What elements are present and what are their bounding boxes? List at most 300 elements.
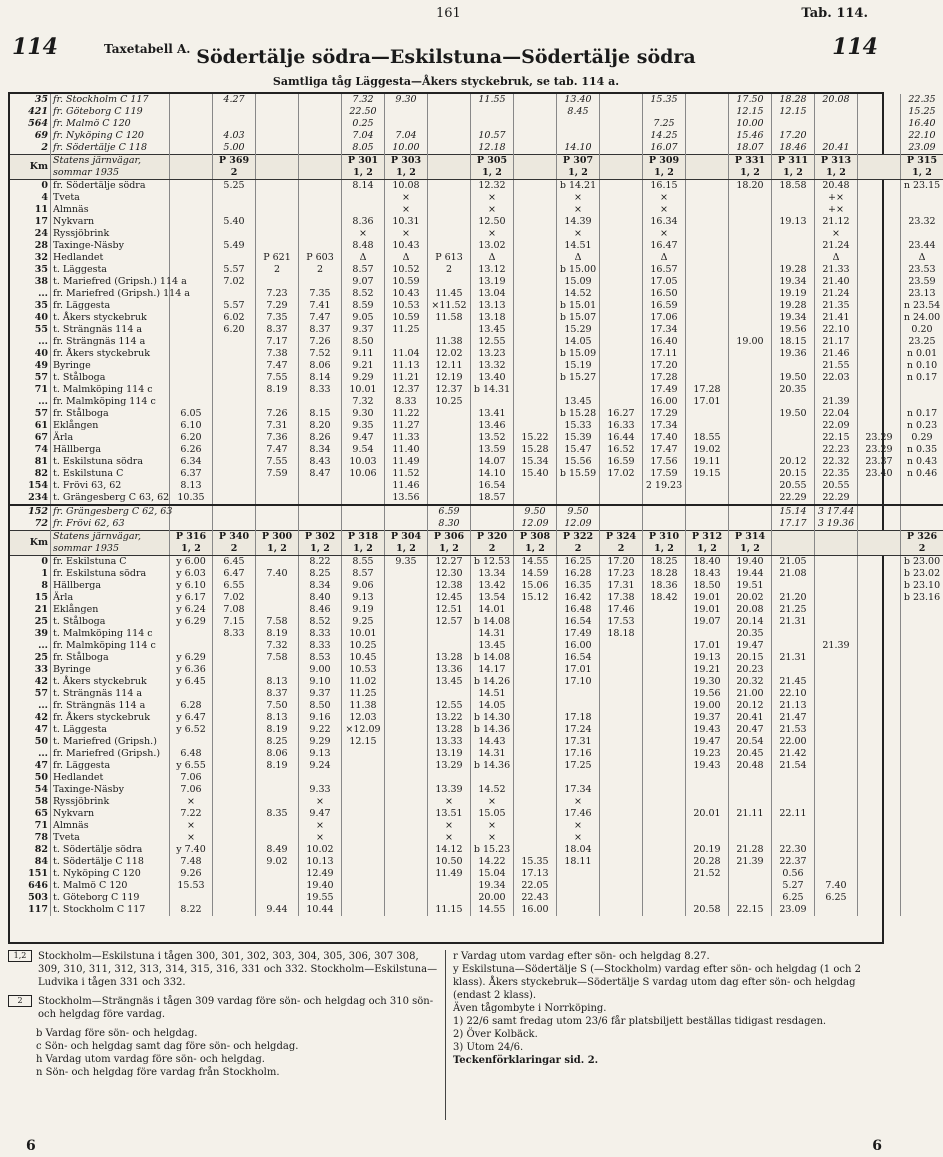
timetable-row [10, 592, 943, 604]
station-cell: Taxinge-Näsby [51, 240, 170, 252]
station-cell: Byringe [51, 664, 170, 676]
feeder-row [10, 130, 943, 142]
time-cell [858, 892, 901, 904]
time-cell [729, 348, 772, 360]
time-cell [256, 240, 299, 252]
time-cell: 14.59 [514, 568, 557, 580]
time-cell: 3 19.36 [815, 518, 858, 531]
timetable-row [10, 712, 943, 724]
time-cell [901, 880, 943, 892]
time-cell [729, 432, 772, 444]
time-cell [858, 868, 901, 880]
time-cell [213, 505, 256, 518]
time-cell [385, 904, 428, 916]
time-cell [729, 204, 772, 216]
table-number-left: 114 [12, 34, 58, 60]
time-cell [858, 408, 901, 420]
time-cell: 7.04 [385, 130, 428, 142]
time-cell [729, 360, 772, 372]
km-cell: 564 [28, 118, 48, 129]
time-cell [557, 892, 600, 904]
time-cell: 10.03 [342, 456, 385, 468]
time-cell: 12.51 [428, 604, 471, 616]
time-cell [858, 748, 901, 760]
time-cell: 17.17 [772, 518, 815, 531]
km-cell: 28 [34, 240, 48, 251]
timetable-row [10, 312, 943, 324]
time-cell [901, 712, 943, 724]
time-cell [772, 580, 815, 592]
time-cell: 23.37 [858, 456, 901, 468]
time-cell [256, 892, 299, 904]
time-cell: 12.18 [471, 142, 514, 155]
time-cell: 18.25 [643, 556, 686, 569]
time-cell [299, 228, 342, 240]
time-cell [514, 324, 557, 336]
timetable-row [10, 868, 943, 880]
time-cell [514, 348, 557, 360]
time-cell [815, 580, 858, 592]
time-cell [600, 372, 643, 384]
time-cell [815, 808, 858, 820]
time-cell: 20.48 [815, 180, 858, 193]
time-cell [600, 252, 643, 264]
time-cell [514, 844, 557, 856]
legend-item: c Sön- och helgdag samt dag före sön- och helgdag. [36, 1041, 299, 1052]
time-cell [170, 240, 213, 252]
time-cell [342, 192, 385, 204]
km-cell: ... [38, 700, 48, 711]
time-cell: 21.28 [729, 844, 772, 856]
time-cell [901, 736, 943, 748]
time-cell [858, 628, 901, 640]
time-cell: 21.13 [772, 700, 815, 712]
station-cell: Byringe [51, 360, 170, 372]
time-cell: 14.31 [471, 628, 514, 640]
time-cell: 21.55 [815, 360, 858, 372]
time-cell: 8.13 [170, 480, 213, 492]
time-cell [686, 300, 729, 312]
time-cell: 8.57 [342, 264, 385, 276]
time-cell: 19.55 [299, 892, 342, 904]
time-cell [213, 228, 256, 240]
time-cell [858, 724, 901, 736]
station-cell: t. Södertälje C 118 [51, 856, 170, 868]
time-cell [729, 396, 772, 408]
station-cell: fr. Strängnäs 114 a [51, 700, 170, 712]
train-number: P 309 1, 2 [643, 155, 686, 180]
table-subtitle: Samtliga tåg Läggesta—Åkers styckebruk, se tab. 114 a. [272, 75, 620, 88]
time-cell: 4.27 [213, 94, 256, 106]
km-cell: 47 [34, 724, 48, 735]
time-cell: 6.05 [170, 408, 213, 420]
time-cell: 17.34 [643, 420, 686, 432]
time-cell [600, 844, 643, 856]
time-cell [815, 856, 858, 868]
time-cell [213, 204, 256, 216]
time-cell [170, 130, 213, 142]
train-number: P 302 1, 2 [299, 531, 342, 556]
station-cell: t. Stockholm C 117 [51, 904, 170, 916]
time-cell [815, 130, 858, 142]
time-cell: 7.47 [256, 444, 299, 456]
km-cell: ... [38, 288, 48, 299]
time-cell: × [428, 796, 471, 808]
time-cell: × [471, 204, 514, 216]
time-cell: 7.31 [256, 420, 299, 432]
time-cell: 14.39 [557, 216, 600, 228]
station-cell: fr. Stålboga [51, 408, 170, 420]
time-cell [858, 492, 901, 504]
station-cell: Hedlandet [51, 252, 170, 264]
time-cell: 16.50 [643, 288, 686, 300]
station-cell: t. Södertälje södra [51, 844, 170, 856]
time-cell [299, 492, 342, 504]
time-cell [514, 204, 557, 216]
time-cell: n 0.46 [901, 468, 943, 480]
time-cell: 12.19 [428, 372, 471, 384]
time-cell: 8.34 [299, 580, 342, 592]
time-cell [170, 142, 213, 155]
time-cell: 19.00 [686, 700, 729, 712]
time-cell: 12.15 [772, 106, 815, 118]
station-cell: Ryssjöbrink [51, 796, 170, 808]
time-cell: 12.50 [471, 216, 514, 228]
time-cell [428, 468, 471, 480]
time-cell: 22.00 [772, 736, 815, 748]
time-cell: × [471, 796, 514, 808]
footnote-class-2: 2 Stockholm—Strängnäs i tågen 309 vardag före sön- och helgdag och 310 sön- och helgdag före vardag. [8, 995, 438, 1021]
time-cell: 14.55 [514, 556, 557, 569]
station-cell: fr. Stockholm C 117 [51, 94, 170, 106]
time-cell: 19.50 [772, 372, 815, 384]
timetable-row [10, 276, 943, 288]
time-cell: 8.52 [299, 616, 342, 628]
km-cell: ... [38, 336, 48, 347]
time-cell [901, 820, 943, 832]
time-cell: 13.45 [471, 640, 514, 652]
station-cell: t. Malmköping 114 c [51, 628, 170, 640]
time-cell: 10.45 [342, 652, 385, 664]
time-cell [213, 444, 256, 456]
time-cell: 21.25 [772, 604, 815, 616]
time-cell: 10.08 [385, 180, 428, 193]
time-cell: 23.13 [901, 288, 943, 300]
time-cell: 17.31 [557, 736, 600, 748]
time-cell: 9.47 [342, 432, 385, 444]
time-cell: 12.55 [428, 700, 471, 712]
time-cell [170, 348, 213, 360]
train-number: P 326 2 [901, 531, 943, 556]
time-cell: 21.41 [815, 312, 858, 324]
time-cell: 8.59 [342, 300, 385, 312]
time-cell [514, 94, 557, 106]
time-cell: × [557, 192, 600, 204]
time-cell [170, 892, 213, 904]
time-cell: × [815, 228, 858, 240]
time-cell: 12.37 [428, 384, 471, 396]
time-cell [428, 444, 471, 456]
time-cell: 10.59 [385, 312, 428, 324]
time-cell [643, 700, 686, 712]
time-cell: 19.28 [772, 300, 815, 312]
station-cell: fr. Strängnäs 114 a [51, 336, 170, 348]
timetable-row [10, 408, 943, 420]
km-cell: 40 [34, 312, 48, 323]
time-cell [514, 808, 557, 820]
time-cell: 7.29 [256, 300, 299, 312]
time-cell [686, 228, 729, 240]
time-cell [643, 736, 686, 748]
time-cell [686, 796, 729, 808]
time-cell [901, 748, 943, 760]
time-cell: 16.47 [643, 240, 686, 252]
time-cell: 9.33 [299, 784, 342, 796]
timetable-row [10, 240, 943, 252]
station-cell: t. Mariefred (Gripsh.) [51, 736, 170, 748]
time-cell: 12.57 [428, 616, 471, 628]
km-cell: 84 [34, 856, 48, 867]
time-cell: 22.10 [901, 130, 943, 142]
time-cell [858, 264, 901, 276]
time-cell: 13.18 [471, 312, 514, 324]
timetable-row [10, 616, 943, 628]
time-cell [643, 772, 686, 784]
time-cell: 21.47 [772, 712, 815, 724]
time-cell [901, 808, 943, 820]
time-cell: 7.32 [342, 94, 385, 106]
time-cell [772, 796, 815, 808]
time-cell: y 6.24 [170, 604, 213, 616]
time-cell: 16.28 [557, 568, 600, 580]
time-cell: 21.53 [772, 724, 815, 736]
time-cell [901, 724, 943, 736]
time-cell [514, 736, 557, 748]
time-cell [385, 664, 428, 676]
time-cell [213, 348, 256, 360]
time-cell: 21.42 [772, 748, 815, 760]
time-cell [299, 118, 342, 130]
time-cell: 17.01 [686, 396, 729, 408]
time-cell: 22.23 [815, 444, 858, 456]
km-cell: 57 [34, 372, 48, 383]
time-cell [299, 240, 342, 252]
time-cell [729, 832, 772, 844]
time-cell [901, 892, 943, 904]
time-cell [342, 784, 385, 796]
time-cell [686, 288, 729, 300]
time-cell [385, 628, 428, 640]
time-cell [256, 556, 299, 569]
time-cell: 12.15 [342, 736, 385, 748]
time-cell [858, 505, 901, 518]
time-cell: × [385, 228, 428, 240]
time-cell: 8.49 [256, 844, 299, 856]
km-header: Km [10, 531, 51, 556]
time-cell: × [170, 796, 213, 808]
time-cell: 18.36 [643, 580, 686, 592]
time-cell [342, 832, 385, 844]
time-cell [514, 640, 557, 652]
time-cell: 7.35 [299, 288, 342, 300]
time-cell [385, 616, 428, 628]
station-cell: Tveta [51, 832, 170, 844]
time-cell: b 14.26 [471, 676, 514, 688]
time-cell [901, 640, 943, 652]
time-cell [772, 772, 815, 784]
time-cell: 9.05 [342, 312, 385, 324]
time-cell [729, 252, 772, 264]
time-cell: 23.32 [901, 216, 943, 228]
train-number: P 340 2 [213, 531, 256, 556]
time-cell: 16.15 [643, 180, 686, 193]
time-cell: 8.37 [256, 688, 299, 700]
time-cell [600, 676, 643, 688]
time-cell: 9.30 [385, 94, 428, 106]
time-cell [815, 748, 858, 760]
time-cell: 17.01 [686, 640, 729, 652]
time-cell [858, 94, 901, 106]
timetable-row [10, 372, 943, 384]
time-cell [514, 142, 557, 155]
time-cell: 17.59 [643, 468, 686, 480]
time-cell [428, 276, 471, 288]
station-cell: Almnäs [51, 204, 170, 216]
station-cell: Nykvarn [51, 216, 170, 228]
time-cell: 6.10 [170, 420, 213, 432]
station-cell: t. Läggesta [51, 264, 170, 276]
time-cell [643, 518, 686, 531]
train-number: P 314 1, 2 [729, 531, 772, 556]
time-cell: y 6.17 [170, 592, 213, 604]
time-cell [256, 580, 299, 592]
time-cell [858, 904, 901, 916]
time-cell: 13.22 [428, 712, 471, 724]
time-cell: 7.38 [256, 348, 299, 360]
time-cell: 12.03 [342, 712, 385, 724]
time-cell: × [557, 228, 600, 240]
time-cell: y 6.03 [170, 568, 213, 580]
time-cell: 11.15 [428, 904, 471, 916]
time-cell [213, 760, 256, 772]
station-cell: Almnäs [51, 820, 170, 832]
time-cell [858, 652, 901, 664]
time-cell [858, 252, 901, 264]
train-number [170, 155, 213, 180]
time-cell: 22.10 [772, 688, 815, 700]
time-cell: 21.46 [815, 348, 858, 360]
time-cell [858, 736, 901, 748]
time-cell [514, 492, 557, 504]
time-cell: 17.10 [557, 676, 600, 688]
time-cell: 13.40 [557, 94, 600, 106]
time-cell: 14.31 [471, 748, 514, 760]
time-cell [772, 252, 815, 264]
km-cell: 47 [34, 760, 48, 771]
time-cell [385, 688, 428, 700]
time-cell [858, 312, 901, 324]
km-cell: 421 [28, 106, 48, 117]
station-cell: t. Stålboga [51, 616, 170, 628]
time-cell: 20.55 [815, 480, 858, 492]
time-cell: 8.06 [299, 360, 342, 372]
time-cell [428, 324, 471, 336]
time-cell [858, 228, 901, 240]
time-cell [342, 204, 385, 216]
time-cell: 14.55 [471, 904, 514, 916]
time-cell: 15.25 [901, 106, 943, 118]
time-cell: 23.59 [901, 276, 943, 288]
time-cell [428, 228, 471, 240]
time-cell [858, 396, 901, 408]
timetable-row [10, 736, 943, 748]
time-cell: 11.49 [428, 868, 471, 880]
time-cell: 8.33 [299, 384, 342, 396]
time-cell: 19.43 [686, 760, 729, 772]
time-cell [514, 118, 557, 130]
time-cell: 17.20 [772, 130, 815, 142]
km-cell: 82 [34, 844, 48, 855]
station-cell: fr. Malmö C 120 [51, 118, 170, 130]
time-cell: 17.31 [600, 580, 643, 592]
time-cell [729, 312, 772, 324]
time-cell: 15.33 [557, 420, 600, 432]
time-cell [858, 420, 901, 432]
time-cell [772, 228, 815, 240]
time-cell: 13.51 [428, 808, 471, 820]
feeder-row [10, 505, 943, 518]
time-cell: 15.04 [471, 868, 514, 880]
time-cell: 6.37 [170, 468, 213, 480]
time-cell [729, 468, 772, 480]
time-cell: 23.29 [858, 432, 901, 444]
timetable-row [10, 880, 943, 892]
time-cell [256, 106, 299, 118]
km-cell: 55 [34, 324, 48, 335]
time-cell [342, 880, 385, 892]
time-cell [514, 408, 557, 420]
time-cell: 8.45 [557, 106, 600, 118]
timetable-row [10, 808, 943, 820]
time-cell [256, 94, 299, 106]
footnote-item: 3) Utom 24/6. [453, 1042, 524, 1053]
footnotes-left [8, 950, 438, 1079]
time-cell [428, 180, 471, 193]
time-cell [170, 372, 213, 384]
time-cell: 20.15 [772, 468, 815, 480]
time-cell [815, 904, 858, 916]
timetable-row [10, 688, 943, 700]
footnote-reference: Teckenförklaringar sid. 2. [453, 1055, 599, 1066]
time-cell: 7.47 [256, 360, 299, 372]
timetable-row [10, 604, 943, 616]
timetable-row [10, 832, 943, 844]
train-number: P 307 1, 2 [557, 155, 600, 180]
time-cell [213, 652, 256, 664]
time-cell [643, 868, 686, 880]
time-cell: b 14.36 [471, 760, 514, 772]
time-cell [256, 492, 299, 504]
time-cell [514, 106, 557, 118]
time-cell [686, 408, 729, 420]
time-cell [170, 180, 213, 193]
time-cell [600, 784, 643, 796]
time-cell: 11.21 [385, 372, 428, 384]
time-cell: × [342, 228, 385, 240]
time-cell: 6.02 [213, 312, 256, 324]
time-cell: 9.11 [342, 348, 385, 360]
time-cell: 22.32 [815, 456, 858, 468]
